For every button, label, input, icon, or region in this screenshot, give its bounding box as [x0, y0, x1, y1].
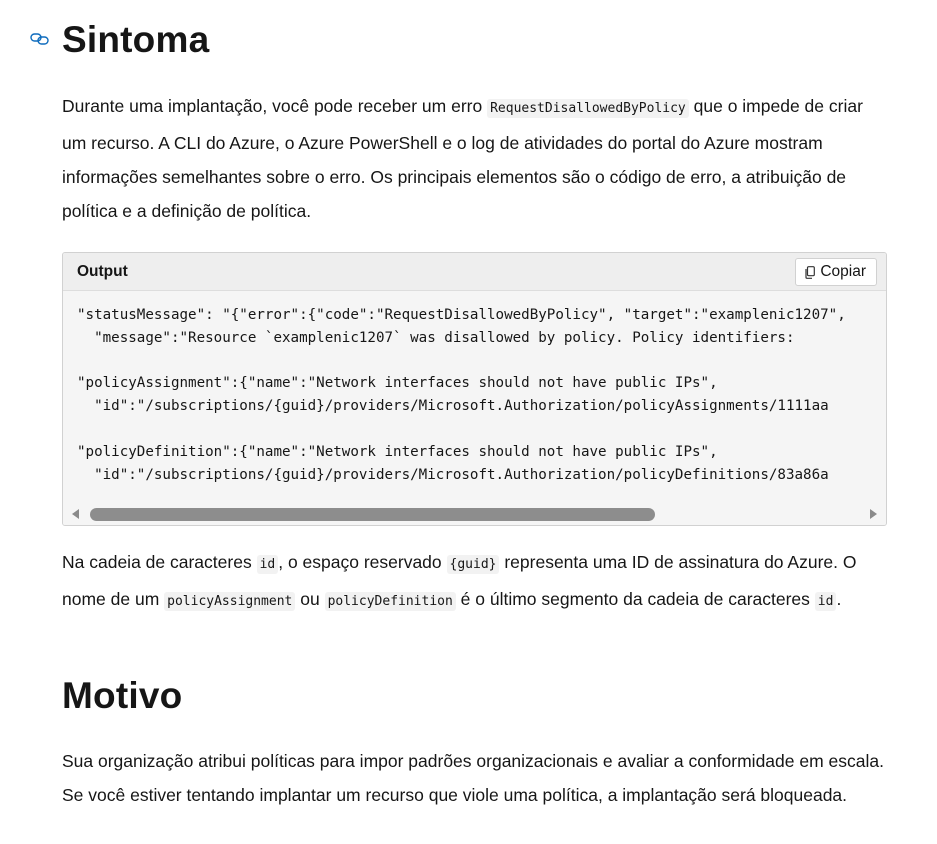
- symptom-paragraph: [62, 89, 884, 228]
- paragraph-text: representa uma ID de assinatura do Azure. O nome de um: [62, 552, 857, 609]
- paragraph-text: ou: [295, 589, 325, 609]
- copy-icon: [805, 266, 815, 279]
- guid-explanation-paragraph: [62, 545, 884, 619]
- inline-code: policyDefinition: [325, 592, 456, 611]
- inline-code: policyAssignment: [164, 592, 295, 611]
- inline-code: {guid}: [447, 555, 500, 574]
- inline-code: id: [815, 592, 837, 611]
- paragraph-text: Na cadeia de caracteres: [62, 552, 257, 572]
- paragraph-text: Sua organização atribui políticas para impor padrões organizacionais e avaliar a conformidade em escala. Se você estiver tentando implantar um recurso que viole uma política, a implantação será bloqueada.: [62, 751, 884, 805]
- paragraph-text: , o espaço reservado: [278, 552, 447, 572]
- paragraph-text: Durante uma implantação, você pode receber um erro: [62, 96, 488, 116]
- heading-motivo: Motivo: [62, 675, 183, 716]
- copy-button[interactable]: [795, 258, 877, 286]
- inline-code: RequestDisallowedByPolicy: [487, 99, 689, 118]
- heading-sintoma: Sintoma: [62, 19, 210, 60]
- code-block: [62, 252, 887, 526]
- copy-button-label: Copiar: [820, 263, 866, 280]
- scroll-right-arrow-icon[interactable]: [870, 509, 877, 519]
- paragraph-text: .: [836, 589, 842, 609]
- paragraph-text: é o último segmento da cadeia de caracteres: [455, 589, 815, 609]
- reason-paragraph: [62, 744, 884, 812]
- scroll-left-arrow-icon[interactable]: [72, 509, 79, 519]
- inline-code: id: [257, 555, 279, 574]
- code-block-header: [63, 253, 886, 291]
- paragraph-text: que o impede de criar um recurso. A CLI do Azure, o Azure PowerShell e o log de atividades do portal do Azure mostram informações semelhantes sobre o erro. Os principais elementos são o código de erro, a atribuição de política e a definição de política.: [62, 96, 863, 221]
- link-icon[interactable]: [30, 31, 50, 47]
- horizontal-scrollbar[interactable]: [63, 503, 886, 525]
- code-content: "statusMessage": "{"error":{"code":"RequestDisallowedByPolicy", "target":"examplenic1207", "message":"Resource `examplenic1207` was disallowed by policy. Policy identifiers: "policyAssignment":{"name":"Network interfaces should not have public IPs", "id":"/subscriptions/{guid}/providers/Microsoft.Authorization/policyAssignments/1111aa "policyDefinition":{"name":"Network interfaces should not have public IPs", "id":"/subscriptions/{guid}/providers/Microsoft.Authorization/policyDefinitions/83a86a: [77, 307, 846, 483]
- code-language-label: Output: [77, 263, 128, 280]
- scrollbar-thumb[interactable]: [90, 508, 655, 521]
